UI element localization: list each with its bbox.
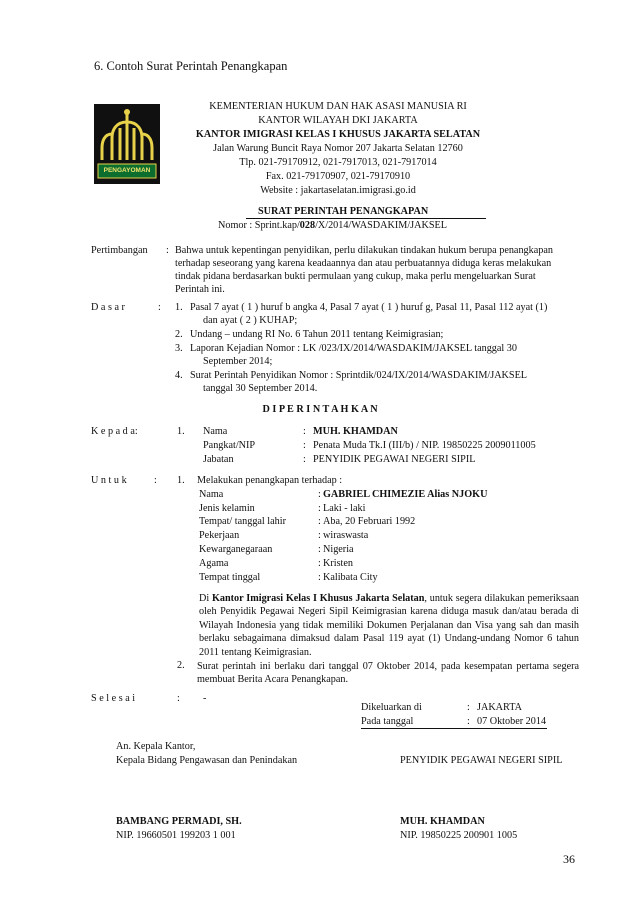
kepada-colon: :	[303, 426, 306, 437]
target-key: Jenis kelamin	[199, 503, 255, 514]
kepada-key: Pangkat/NIP	[203, 440, 256, 451]
untuk-item2-text: Surat perintah ini berlaku dari tanggal 07 Oktober 2014, pada kesempatan pertama segera membuat Berita Acara Penangkapan.	[197, 661, 579, 686]
target-value: Laki - laki	[323, 503, 366, 514]
dasar-label: D a s a r	[91, 302, 125, 313]
target-key: Tempat/ tanggal lahir	[199, 516, 286, 527]
surat-nomor	[218, 220, 447, 231]
pertimbangan-label: Pertimbangan	[91, 245, 148, 256]
untuk-paragraph	[199, 592, 579, 659]
kepada-colon: :	[303, 454, 306, 465]
kop-line6: Fax. 021-79170907, 021-79170910	[265, 171, 411, 182]
tanggal-label: Pada tanggal	[361, 716, 414, 727]
dasar-num: 1.	[175, 302, 183, 313]
untuk-num: 2.	[177, 660, 185, 671]
target-colon: :	[318, 530, 321, 541]
pertimbangan-line: terhadap seseorang yang karena keadaannya dan atau perbuatannya diduga keras melakukan	[175, 258, 552, 269]
untuk-label: U n t u k	[91, 475, 127, 486]
tanggal-underline	[361, 728, 547, 729]
dasar-num: 2.	[175, 329, 183, 340]
kepada-key: Jabatan	[203, 454, 234, 465]
tanggal-value: 07 Oktober 2014	[477, 716, 547, 727]
dasar-line: September 2014;	[203, 356, 273, 367]
kepada-value: MUH. KHAMDAN	[313, 426, 398, 437]
selesai-label: S e l e s a i	[91, 693, 136, 704]
kepada-label: K e p a d a:	[91, 426, 138, 437]
target-colon: :	[318, 503, 321, 514]
target-value: Nigeria	[323, 544, 354, 555]
ttd-left-line1: An. Kepala Kantor,	[116, 741, 196, 752]
target-colon: :	[318, 544, 321, 555]
kop-line1: KEMENTERIAN HUKUM DAN HAK ASASI MANUSIA RI	[209, 101, 467, 112]
dasar-line: dan ayat ( 2 ) KUHAP;	[203, 315, 298, 326]
dikeluarkan-value: JAKARTA	[477, 702, 522, 713]
dasar-colon: :	[158, 302, 161, 313]
pengayoman-logo	[94, 104, 160, 184]
kop-line7: Website : jakartaselatan.imigrasi.go.id	[260, 185, 416, 196]
target-value: Kristen	[323, 558, 353, 569]
ttd-right-nip: NIP. 19850225 200901 1005	[400, 830, 518, 841]
kepada-key: Nama	[203, 426, 228, 437]
kop-line5: Tlp. 021-79170912, 021-7917013, 021-7917014	[239, 157, 437, 168]
page-number: 36	[563, 852, 575, 866]
kop-line3: KANTOR IMIGRASI KELAS I KHUSUS JAKARTA SELATAN	[195, 129, 481, 140]
untuk-colon: :	[154, 475, 157, 486]
dikeluarkan-label: Dikeluarkan di	[361, 702, 422, 713]
dasar-line: Pasal 7 ayat ( 1 ) huruf b angka 4, Pasal 7 ayat ( 1 ) huruf g, Pasal 11, Pasal 112 ayat (1)	[190, 302, 548, 313]
dasar-line: tanggal 30 September 2014.	[203, 383, 318, 394]
target-colon: :	[318, 516, 321, 527]
dikeluarkan-colon: :	[467, 702, 470, 713]
pertimbangan-line: Perintah ini.	[175, 284, 225, 295]
dasar-line: Undang – undang RI No. 6 Tahun 2011 tentang Keimigrasian;	[190, 329, 444, 340]
target-value: Aba, 20 Februari 1992	[323, 516, 416, 527]
target-key: Kewarganegaraan	[199, 544, 273, 555]
target-value: GABRIEL CHIMEZIE Alias NJOKU	[323, 489, 488, 500]
target-colon: :	[318, 572, 321, 583]
untuk-item1-text: Melakukan penangkapan terhadap :	[197, 475, 343, 486]
tanggal-colon: :	[467, 716, 470, 727]
kop-line4: Jalan Warung Buncit Raya Nomor 207 Jakarta Selatan 12760	[213, 143, 463, 154]
para-di: Di	[199, 593, 210, 604]
diperintahkan-heading: D I P E R I N T A H K A N	[262, 404, 378, 415]
ttd-right-line2: PENYIDIK PEGAWAI NEGERI SIPIL	[400, 755, 563, 766]
selesai-colon: :	[177, 693, 180, 704]
target-key: Agama	[199, 558, 229, 569]
surat-title: SURAT PERINTAH PENANGKAPAN	[258, 206, 429, 217]
nomor-label: Nomor : Sprint.kap/	[218, 220, 300, 231]
dasar-line: Laporan Kejadian Nomor : LK /023/IX/2014/WASDAKIM/JAKSEL tanggal 30	[190, 343, 517, 354]
para-kantor: Kantor Imigrasi Kelas I Khusus Jakarta Selatan	[211, 593, 425, 604]
dasar-line: Surat Perintah Penyidikan Nomor : Sprintdik/024/IX/2014/WASDAKIM/JAKSEL	[190, 370, 528, 381]
ttd-right-name: MUH. KHAMDAN	[400, 816, 485, 827]
kepada-value: PENYIDIK PEGAWAI NEGERI SIPIL	[313, 454, 476, 465]
nomor-rest: /X/2014/WASDAKIM/JAKSEL	[315, 220, 447, 231]
pertimbangan-line: tindak pidana berdasarkan bukti permulaan yang cukup, maka perlu mengeluarkan Surat	[175, 271, 536, 282]
untuk-num: 1.	[177, 475, 185, 486]
kop-line2: KANTOR WILAYAH DKI JAKARTA	[258, 115, 418, 126]
target-colon: :	[318, 558, 321, 569]
pertimbangan-colon: :	[166, 245, 169, 256]
kepada-num: 1.	[177, 426, 185, 437]
target-value: wiraswasta	[323, 530, 369, 541]
target-value: Kalibata City	[323, 572, 378, 583]
selesai-value: -	[203, 693, 207, 704]
title-underline	[246, 218, 486, 219]
target-key: Pekerjaan	[199, 530, 240, 541]
logo-text: PENGAYOMAN	[103, 167, 151, 174]
section-title: 6. Contoh Surat Perintah Penangkapan	[94, 59, 288, 73]
nomor-bold: 028	[299, 220, 316, 231]
dasar-num: 3.	[175, 343, 183, 354]
ttd-left-line2: Kepala Bidang Pengawasan dan Penindakan	[116, 755, 298, 766]
target-key: Tempat tinggal	[199, 572, 261, 583]
kepada-value: Penata Muda Tk.I (III/b) / NIP. 19850225 2009011005	[313, 440, 536, 451]
target-key: Nama	[199, 489, 224, 500]
para-rest: , untuk segera dilakukan pemeriksaan oleh Penyidik Pegawai Negeri Sipil Keimigrasian karena diduga masuk dan/atau berada di Wilayah Indonesia yang tidak memiliki Dokumen Perjalanan dan Visa yang sah dan masih berlaku sebagaimana dimaksud dalam Pasal 119 ayat (1) Undang-undang Nomor 6 tahun 2011 tentang Keimigrasian.	[199, 593, 579, 658]
ttd-left-name: BAMBANG PERMADI, SH.	[116, 816, 242, 827]
kepada-colon: :	[303, 440, 306, 451]
target-colon: :	[318, 489, 321, 500]
ttd-left-nip: NIP. 19660501 199203 1 001	[116, 830, 236, 841]
dasar-num: 4.	[175, 370, 183, 381]
pertimbangan-line: Bahwa untuk kepentingan penyidikan, perlu dilakukan tindakan hukum berupa penangkapan	[175, 245, 553, 256]
